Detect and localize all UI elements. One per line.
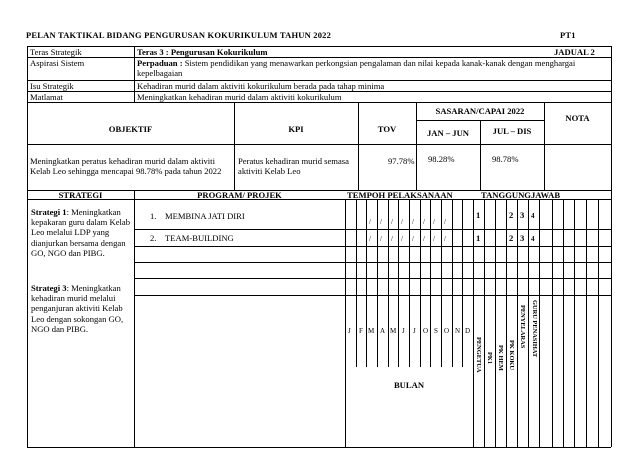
tick-mark: / [423,235,425,243]
tick-mark: / [433,218,435,226]
role-pk-hem: PK HEM [497,345,504,371]
program-1-number: 1. [150,211,157,221]
matlamat-value: Meningkatkan kehadiran murid dalam aktiviti kokurikulum [137,92,342,102]
document-title: PELAN TAKTIKAL BIDANG PENGURUSAN KOKURIKULUM TAHUN 2022 [26,30,332,40]
month-label: D [465,327,471,335]
tick-mark: / [401,235,403,243]
jadual-label: JADUAL 2 [554,47,595,57]
month-label: N [455,327,461,335]
month-label: A [380,327,386,335]
teras-label: Teras Strategik [30,47,82,57]
month-label: J [413,327,416,335]
strategi-3: Strategi 3: Meningkatkan kehadiran murid melalui penganjuran aktiviti Kelab Leo dengan sokongan GO, NGO dan PIBG. [31,283,124,334]
month-label: J [402,327,405,335]
tick-mark: / [380,235,382,243]
role-number: 3 [520,210,525,220]
role-guru-penasihat: GURU PENASIHAT [531,300,538,358]
tanggungjawab-header: TANGGUNGJAWAB [481,190,561,200]
tick-mark: / [391,235,393,243]
role-number: 2 [509,210,514,220]
program-1-name: MEMBINA JATI DIRI [165,211,245,221]
role-pengetua: PENGETUA [475,337,482,373]
jul-dis-value: 98.78% [492,154,519,164]
tick-mark: / [401,218,403,226]
month-label: O [444,327,450,335]
month-label: J [348,327,351,335]
tick-mark: / [412,235,414,243]
program-header: PROGRAM/ PROJEK [197,190,282,200]
isu-value: Kehadiran murid dalam aktiviti kokurikulum berada pada tahap minima [137,81,385,91]
tick-mark: / [380,218,382,226]
objektif-header: OBJEKTIF [108,124,153,134]
tempoh-header: TEMPOH PELAKSANAAN [347,190,453,200]
isu-label: Isu Strategik [30,81,74,91]
teras-value: Teras 3 : Pengurusan Kokurikulum [137,47,268,57]
role-number: 2 [509,233,514,243]
tov-value: 97.78% [388,156,415,166]
role-number: 4 [531,212,535,220]
month-label: O [423,327,429,335]
tov-header: TOV [377,124,397,134]
objektif-text: Meningkatkan peratus kehadiran murid dalam aktiviti Kelab Leo sehingga mencapai 98.78% pada tahun 2022 [30,156,222,177]
kpi-header: KPI [288,124,304,134]
role-pk-koku: PK KOKU [508,340,515,370]
sasaran-header: SASARAN/CAPAI 2022 [435,106,525,116]
matlamat-label: Matlamat [30,92,63,102]
role-pk1: PK1 [486,352,493,365]
strategi-1: Strategi 1: Meningkatkan kepakaran guru dalam Kelab Leo melalui LDP yang dianjurkan bersama dengan GO, NGO dan PIBG. [31,207,131,258]
aspirasi-value: Perpaduan : Sistem pendidikan yang menawarkan perkongsian pengalaman dan nilai kepada kanak-kanak dengan menghargai kepelbagaian [137,58,576,79]
jan-jun-value: 98.28% [428,154,455,164]
tick-mark: / [444,218,446,226]
kpi-text: Peratus kehadiran murid semasa aktiviti Kelab Leo [238,156,349,177]
role-number: 3 [520,233,525,243]
month-label: F [359,327,363,335]
tick-mark: / [391,218,393,226]
nota-header: NOTA [565,113,590,123]
month-label: S [434,327,438,335]
jan-jun-header: JAN – JUN [426,128,469,138]
jul-dis-header: JUL – DIS [492,126,532,136]
tick-mark: / [444,235,446,243]
bulan-label: BULAN [393,380,425,390]
role-number: 4 [531,235,535,243]
tick-mark: / [433,235,435,243]
role-number: 1 [476,233,481,243]
role-number: 1 [476,210,481,220]
program-2-number: 2. [150,233,157,243]
role-penyelaras: PENYELARAS [519,305,526,349]
strategi-header: STRATEGI [58,190,103,200]
tick-mark: / [423,218,425,226]
tick-mark: / [412,218,414,226]
tick-mark: / [369,235,371,243]
month-label: M [368,327,375,335]
month-label: M [390,327,397,335]
aspirasi-label: Aspirasi Sistem [30,58,85,68]
document-code: PT1 [560,30,576,40]
tick-mark: / [369,218,371,226]
program-2-name: TEAM-BUILDING [165,233,234,243]
